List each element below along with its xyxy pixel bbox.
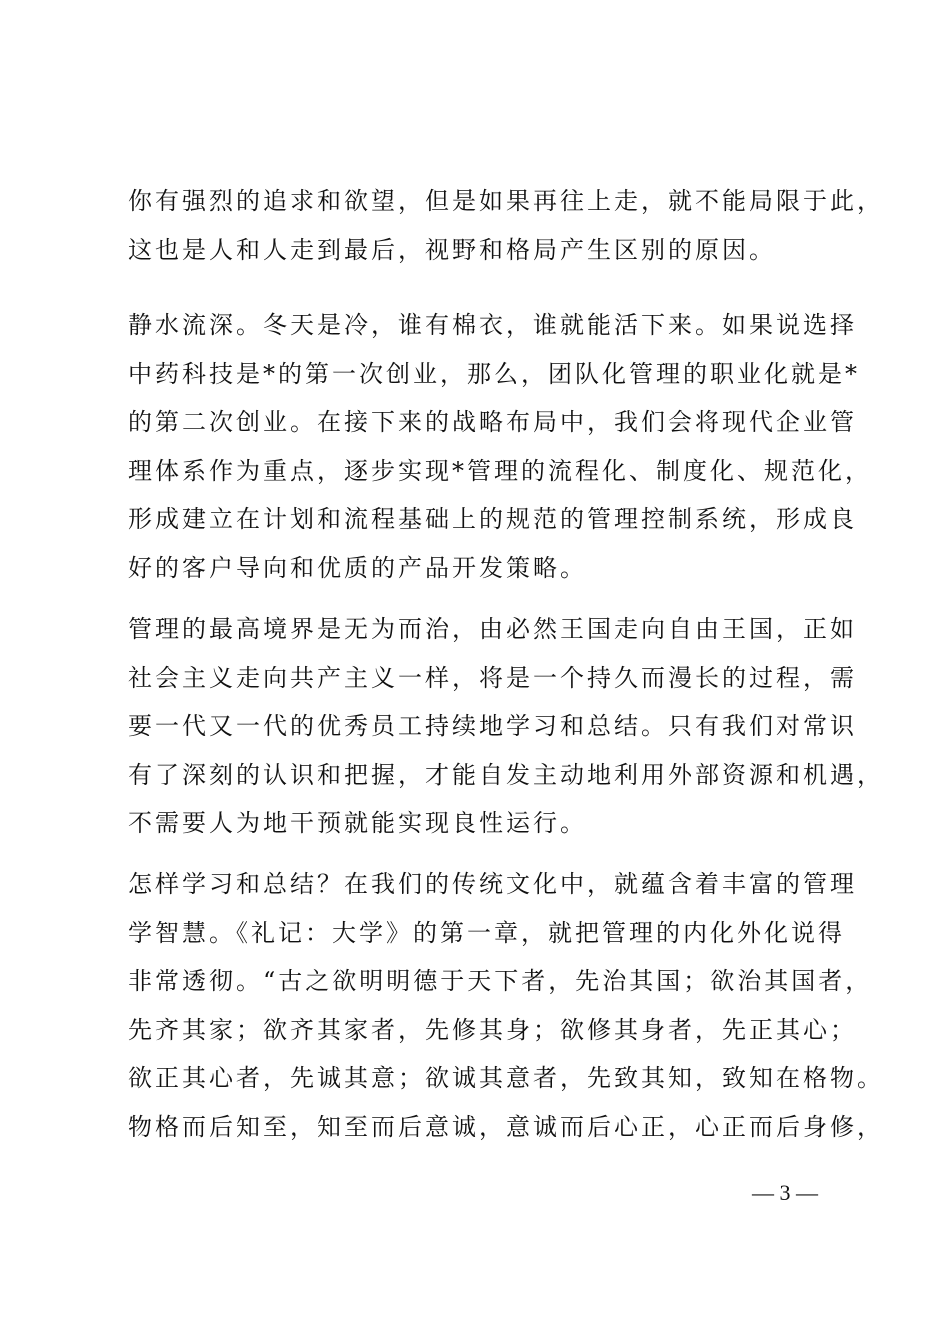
text-line: 社会主义走向共产主义一样，将是一个持久而漫长的过程，需: [128, 663, 857, 692]
text-line: 非常透彻。“古之欲明明德于天下者，先治其国；欲治其国者，: [128, 967, 873, 995]
text-line: 理体系作为重点，逐步实现*管理的流程化、制度化、规范化，: [128, 456, 872, 485]
text-line: 你有强烈的追求和欲望，但是如果再往上走，就不能局限于此，: [128, 187, 884, 215]
text-line: 有了深刻的认识和把握，才能自发主动地利用外部资源和机遇，: [128, 760, 884, 789]
paragraph-3: [128, 605, 884, 848]
text-line: 形成建立在计划和流程基础上的规范的管理控制系统，形成良: [128, 505, 857, 533]
text-line: 静水流深。冬天是冷，谁有棉衣，谁就能活下来。如果说选择: [128, 311, 857, 339]
page-number: — 3 —: [752, 1180, 818, 1205]
paragraph-1: [128, 177, 884, 274]
paragraph-2: [128, 301, 872, 592]
text-line: 好的客户导向和优质的产品开发策略。: [128, 553, 587, 582]
text-line: 的第二次创业。在接下来的战略布局中，我们会将现代企业管: [128, 408, 857, 436]
paragraph-4: [128, 860, 884, 1151]
text-line: 中药科技是*的第一次创业，那么，团队化管理的职业化就是*: [128, 359, 860, 388]
text-line: 学智慧。《礼记：大学》的第一章，就把管理的内化外化说得: [128, 918, 845, 947]
text-line: 要一代又一代的优秀员工持续地学习和总结。只有我们对常识: [128, 712, 857, 740]
text-line: 管理的最高境界是无为而治，由必然王国走向自由王国，正如: [128, 615, 857, 643]
text-line: 物格而后知至，知至而后意诚，意诚而后心正，心正而后身修，: [128, 1112, 884, 1141]
text-line: 先齐其家；欲齐其家者，先修其身；欲修其身者，先正其心；: [128, 1015, 857, 1044]
text-line: 怎样学习和总结？在我们的传统文化中，就蕴含着丰富的管理: [128, 870, 857, 898]
text-line: 不需要人为地干预就能实现良性运行。: [128, 809, 587, 837]
text-line: 这也是人和人走到最后，视野和格局产生区别的原因。: [128, 235, 776, 264]
text-line: 欲正其心者，先诚其意；欲诚其意者，先致其知，致知在格物。: [128, 1064, 884, 1092]
